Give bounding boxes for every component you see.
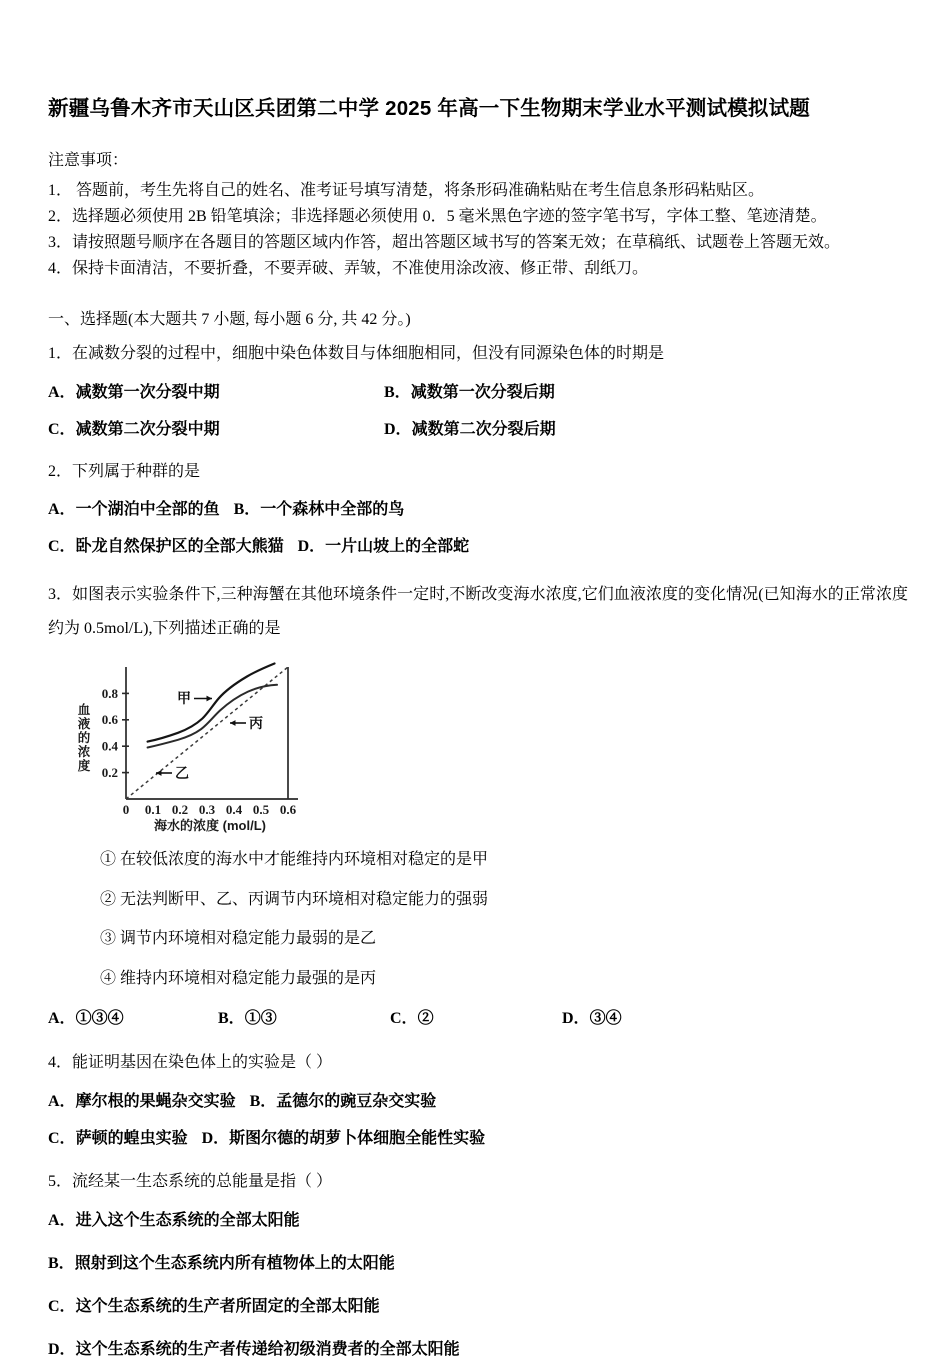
option-c[interactable] [48, 535, 284, 560]
option-text: 斯图尔德的胡萝卜体细胞全能性实验 [229, 1129, 486, 1147]
option-label: A． [48, 501, 76, 519]
option-label: A． [48, 383, 76, 401]
option-label: C． [48, 1129, 76, 1147]
question-1 [48, 341, 908, 443]
option-b[interactable] [218, 1007, 390, 1032]
option-a[interactable] [48, 1007, 218, 1032]
xtick-0: 0 [122, 801, 130, 817]
option-d[interactable] [48, 1338, 908, 1363]
xtick-0.4: 0.4 [225, 801, 243, 817]
ytick-0.4: 0.4 [101, 738, 118, 754]
question-stem [48, 1050, 908, 1076]
question-text: 流经某一生态系统的总能量是指（ ） [72, 1173, 333, 1191]
svg-text:丙: 丙 [249, 714, 263, 731]
chart-axes [126, 667, 298, 799]
page-content [48, 96, 908, 1364]
xtick-0.2: 0.2 [171, 801, 189, 817]
option-c[interactable] [48, 1295, 908, 1320]
option-label: D． [201, 1129, 230, 1147]
option-text: 一个森林中全部的鸟 [260, 501, 405, 519]
question-4 [48, 1050, 908, 1152]
option-d[interactable] [562, 1007, 622, 1032]
chart-x-axis-label: 海水的浓度 (mol/L) [154, 817, 266, 833]
chart-annotation-jia [177, 690, 212, 706]
option-text: 减数第一次分裂中期 [75, 383, 220, 401]
option-label: B． [249, 1092, 277, 1110]
figure-blood-concentration-chart [48, 659, 908, 834]
option-b[interactable] [48, 1252, 908, 1277]
statement-4: ④ 维持内环境相对稳定能力最强的是丙 [100, 970, 377, 988]
svg-text:甲: 甲 [177, 689, 191, 706]
question-text: 如图表示实验条件下,三种海蟹在其他环境条件一定时,不断改变海水浓度,它们血液浓度的变化情况(已知海水的正常浓度约为 0.5mol/L),下列描述正确的是 [48, 586, 908, 638]
question-number: 5． [48, 1173, 73, 1191]
option-text: 一个湖泊中全部的鱼 [75, 501, 220, 519]
option-text: 萨顿的蝗虫实验 [75, 1129, 188, 1147]
question-number: 1． [48, 345, 73, 363]
question-stem [48, 459, 908, 485]
question-text: 下列属于种群的是 [72, 462, 201, 480]
xtick-0.3: 0.3 [198, 801, 216, 817]
option-d[interactable] [202, 1127, 486, 1152]
question-number: 2． [48, 462, 73, 480]
notice-heading: 注意事项： [48, 151, 129, 169]
question-3-statements [48, 848, 908, 992]
option-a[interactable] [48, 1090, 236, 1115]
option-row [48, 1209, 908, 1234]
chart-y-axis-label [78, 702, 91, 773]
option-text: 这个生态系统的生产者传递给初级消费者的全部太阳能 [75, 1340, 460, 1358]
question-options [48, 498, 908, 560]
question-text: 在减数分裂的过程中，细胞中染色体数目与体细胞相同，但没有同源染色体的时期是 [72, 345, 665, 363]
chart-annotation-bing [230, 715, 263, 731]
option-label: D． [562, 1010, 590, 1028]
svg-text:液: 液 [77, 716, 91, 731]
option-label: A． [48, 1010, 76, 1028]
option-c[interactable] [390, 1007, 562, 1032]
option-d[interactable] [298, 535, 470, 560]
option-text: ①③ [244, 1010, 277, 1028]
option-text: 减数第二次分裂中期 [75, 420, 220, 438]
option-row [48, 1007, 908, 1032]
option-row [48, 381, 908, 406]
option-text: 卧龙自然保护区的全部大熊猫 [75, 538, 284, 556]
question-options [48, 1007, 908, 1032]
option-text: ② [417, 1010, 434, 1028]
option-label: D． [297, 538, 326, 556]
question-number: 3． [48, 586, 73, 604]
svg-text:血: 血 [77, 702, 91, 717]
svg-text:的: 的 [77, 730, 91, 745]
chart-y-ticks [102, 686, 129, 780]
question-options [48, 1209, 908, 1362]
option-row [48, 1252, 908, 1277]
option-text: 进入这个生态系统的全部太阳能 [75, 1212, 300, 1230]
option-text: 一片山坡上的全部蛇 [325, 538, 470, 556]
option-b[interactable] [234, 498, 405, 523]
statement-1: ① 在较低浓度的海水中才能维持内环境相对稳定的是甲 [100, 850, 489, 868]
option-c[interactable] [48, 418, 384, 443]
option-label: C． [48, 1297, 76, 1315]
notice-item: 2．选择题必须使用 2B 铅笔填涂；非选择题必须使用 0．5 毫米黑色字迹的签字笔书写，字体工整、笔迹清楚。 [48, 208, 827, 226]
svg-text:浓: 浓 [77, 744, 91, 759]
xtick-0.6: 0.6 [279, 801, 297, 817]
option-row [48, 1127, 908, 1152]
option-label: C． [48, 538, 76, 556]
svg-text:度: 度 [77, 758, 91, 773]
option-label: A． [48, 1212, 76, 1230]
question-stem [48, 341, 908, 367]
option-label: B． [233, 501, 261, 519]
option-label: D． [48, 1340, 76, 1358]
option-label: B． [48, 1255, 75, 1273]
ytick-0.6: 0.6 [101, 712, 118, 728]
chart-svg [60, 659, 310, 834]
option-row [48, 418, 908, 443]
option-label: B． [384, 383, 411, 401]
question-options [48, 381, 908, 443]
ytick-0.2: 0.2 [101, 764, 118, 780]
statement-2: ② 无法判断甲、乙、丙调节内环境相对稳定能力的强弱 [100, 890, 489, 908]
option-text: 照射到这个生态系统内所有植物体上的太阳能 [74, 1255, 395, 1273]
notice-list [48, 178, 908, 282]
option-row [48, 498, 908, 523]
option-c[interactable] [48, 1127, 188, 1152]
question-number: 4． [48, 1053, 73, 1071]
option-a[interactable] [48, 381, 384, 406]
chart-x-ticks [123, 802, 297, 817]
notice-item: 1． 答题前，考生先将自己的姓名、准考证号填写清楚，将条形码准确粘贴在考生信息条形码粘贴区。 [48, 182, 765, 200]
option-text: 摩尔根的果蝇杂交实验 [75, 1092, 236, 1110]
xtick-0.5: 0.5 [252, 801, 270, 817]
notice-item: 4．保持卡面清洁，不要折叠，不要弄破、弄皱，不准使用涂改液、修正带、刮纸刀。 [48, 260, 649, 278]
notice-block [48, 149, 908, 282]
question-stem [48, 1169, 908, 1195]
statement-3: ③ 调节内环境相对稳定能力最弱的是乙 [100, 930, 377, 948]
chart-annotation-yi [156, 765, 189, 781]
option-row [48, 535, 908, 560]
page-title: 新疆乌鲁木齐市天山区兵团第二中学 2025 年高一下生物期末学业水平测试模拟试题 [48, 97, 810, 120]
xtick-0.1: 0.1 [144, 801, 162, 817]
option-a[interactable] [48, 498, 220, 523]
option-text: 这个生态系统的生产者所固定的全部太阳能 [75, 1297, 380, 1315]
ytick-0.8: 0.8 [101, 685, 118, 701]
notice-item: 3．请按照题号顺序在各题目的答题区域内作答，超出答题区域书写的答案无效；在草稿纸、试题卷上答题无效。 [48, 234, 841, 252]
question-stem [48, 578, 908, 647]
question-2 [48, 459, 908, 561]
option-text: 减数第二次分裂后期 [411, 420, 556, 438]
question-options [48, 1090, 908, 1152]
option-label: B． [218, 1010, 245, 1028]
option-text: 减数第一次分裂后期 [410, 383, 555, 401]
question-5 [48, 1169, 908, 1362]
option-text: 孟德尔的豌豆杂交实验 [276, 1092, 437, 1110]
option-b[interactable] [384, 381, 720, 406]
option-label: C． [48, 420, 76, 438]
option-row [48, 1090, 908, 1115]
option-row [48, 1295, 908, 1320]
option-a[interactable] [48, 1209, 908, 1234]
option-text: ③④ [589, 1010, 622, 1028]
svg-text:乙: 乙 [175, 764, 189, 781]
option-b[interactable] [250, 1090, 437, 1115]
question-text: 能证明基因在染色体上的实验是（ ） [72, 1053, 333, 1071]
option-label: D． [384, 420, 412, 438]
section-heading: 一、选择题(本大题共 7 小题, 每小题 6 分, 共 42 分。) [48, 311, 411, 329]
question-3 [48, 578, 908, 1032]
option-d[interactable] [384, 418, 720, 443]
option-label: A． [48, 1092, 76, 1110]
option-label: C． [390, 1010, 418, 1028]
option-text: ①③④ [75, 1010, 124, 1028]
option-row [48, 1338, 908, 1363]
